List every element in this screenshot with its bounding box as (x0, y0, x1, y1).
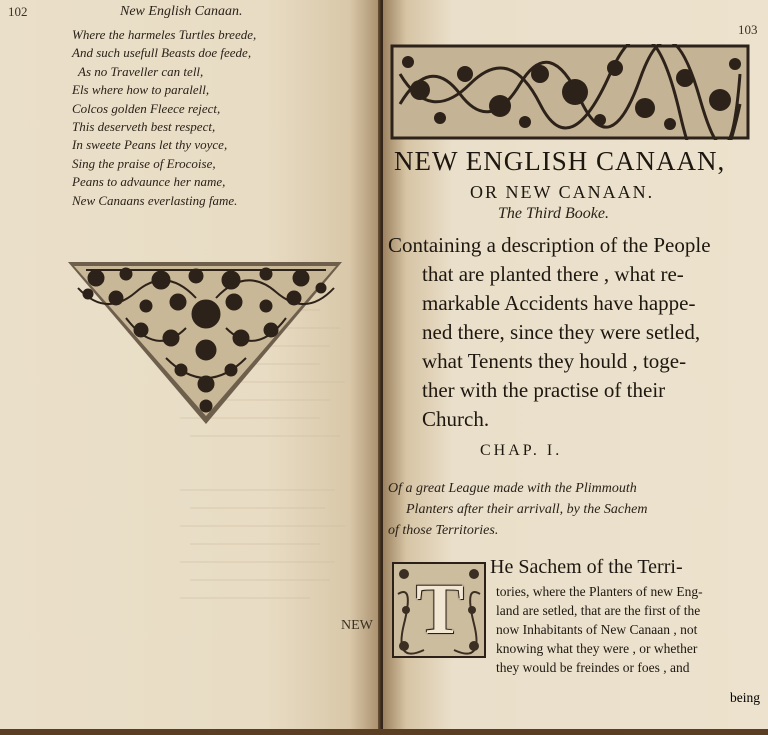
verse-line: Sing the praise of Erocoise, (72, 155, 216, 171)
description-line: what Tenents they hould , toge- (422, 349, 687, 373)
body-first-line: He Sachem of the Terri- (490, 556, 683, 578)
drop-cap (392, 562, 486, 658)
body-line: knowing what they were , or whether (496, 641, 698, 656)
book-subtitle: OR NEW CANAAN. (470, 182, 655, 202)
verse-line: Colcos golden Fleece reject, (72, 100, 221, 116)
page-number-right: 103 (738, 22, 758, 37)
ornamental-headpiece (390, 44, 750, 140)
description-line: Church. (422, 407, 490, 431)
drop-cap-letter: T (416, 569, 465, 649)
book-description (388, 231, 711, 434)
body-line: now Inhabitants of New Canaan , not (496, 622, 698, 637)
verse-line: This deserveth best respect, (72, 119, 216, 135)
verse-line: Where the harmeles Turtles breede, (72, 27, 257, 42)
ornamental-tailpiece (66, 258, 346, 428)
book-title: NEW ENGLISH CANAAN, (394, 146, 726, 176)
summary-line: of those Territories. (388, 523, 499, 538)
chapter-summary (388, 478, 647, 541)
description-line: Containing a description of the People (388, 233, 711, 257)
left-page (0, 0, 380, 735)
verse-line: In sweete Peans let thy voyce, (72, 137, 228, 153)
description-line: ned there, since they were setled, (422, 320, 701, 344)
verse-block (72, 26, 256, 210)
bleed-through-text: NEW (341, 618, 373, 633)
body-line: land are setled, that are the first of the (496, 603, 701, 618)
chapter-heading: CHAP. I. (480, 442, 563, 459)
verse-line: And such usefull Beasts doe feede, (72, 45, 252, 61)
body-text (496, 582, 703, 677)
description-line: ther with the practise of their (422, 378, 666, 402)
book-heading: The Third Booke. (498, 205, 609, 222)
description-line: that are planted there , what re- (422, 262, 684, 286)
body-line: tories, where the Planters of new Eng- (496, 584, 703, 599)
book-bottom-edge (0, 729, 768, 735)
verse-line: New Canaans everlasting fame. (72, 192, 238, 208)
verse-line: As no Traveller can tell, (78, 63, 204, 79)
body-line: they would be freindes or foes , and (496, 660, 690, 675)
summary-line: Of a great League made with the Plimmouth (388, 481, 637, 496)
description-line: markable Accidents have happe- (422, 291, 696, 315)
catchword: being (730, 690, 760, 705)
summary-line: Planters after their arrivall, by the Sachem (406, 502, 648, 517)
verse-line: Peans to advaunce her name, (72, 174, 226, 190)
page-number-left: 102 (8, 4, 28, 19)
verse-line: Els where how to paralell, (72, 82, 210, 98)
running-head: New English Canaan. (120, 4, 243, 19)
